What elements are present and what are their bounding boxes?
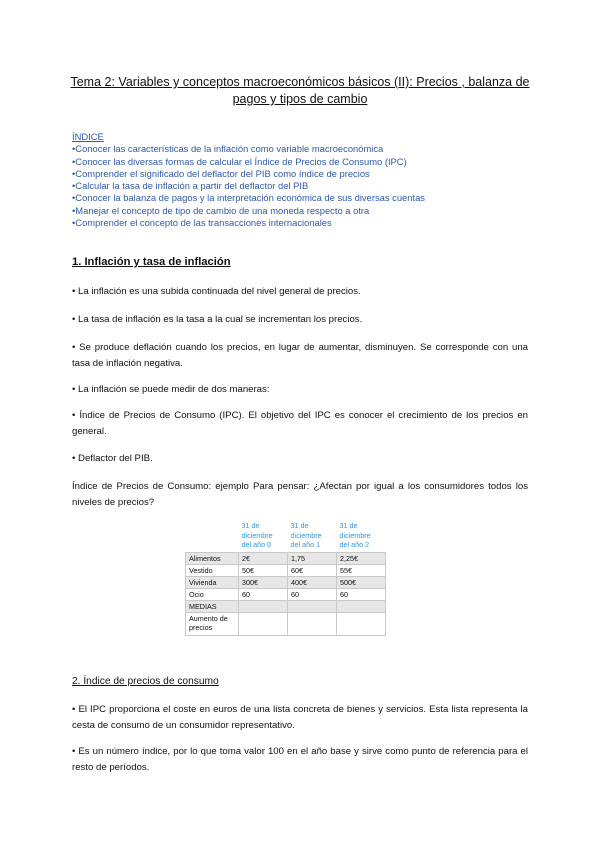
section-heading-ipc: 2. Índice de precios de consumo bbox=[72, 676, 219, 687]
table-cell: 2,25€ bbox=[337, 552, 386, 564]
table-cell: 60 bbox=[239, 588, 288, 600]
toc-item: • Comprender el significado del deflactor del PIB como índice de precios bbox=[72, 168, 425, 180]
paragraph: • Es un número índice, por lo que toma valor 100 en el año base y sirve como punto de referencia para el resto de períodos. bbox=[72, 746, 528, 773]
paragraph: • Índice de Precios de Consumo (IPC). El objetivo del IPC es conocer el crecimiento de los precios en general. bbox=[72, 410, 528, 437]
table-cell: Aumento de precios bbox=[186, 612, 239, 635]
paragraph: Índice de Precios de Consumo: ejemplo Para pensar: ¿Afectan por igual a los consumidores todos los niveles de precios? bbox=[72, 481, 528, 508]
table-cell: 300€ bbox=[239, 576, 288, 588]
table-cell: Vestido bbox=[186, 564, 239, 576]
table-cell: 1,75 bbox=[288, 552, 337, 564]
table-of-contents bbox=[72, 131, 425, 229]
table-cell bbox=[239, 612, 288, 635]
table-cell: 500€ bbox=[337, 576, 386, 588]
table-header-row bbox=[186, 521, 386, 552]
toc-item: • Calcular la tasa de inflación a partir del deflactor del PIB bbox=[72, 180, 425, 192]
toc-item: • Conocer las características de la inflación como variable macroeconómica bbox=[72, 143, 425, 155]
table-cell bbox=[337, 600, 386, 612]
paragraph: • La inflación es una subida continuada del nivel general de precios. bbox=[72, 286, 361, 297]
table-header-cell bbox=[186, 521, 239, 552]
table-cell: 60€ bbox=[288, 564, 337, 576]
table-cell: Ocio bbox=[186, 588, 239, 600]
prices-table bbox=[185, 521, 386, 636]
paragraph: • Deflactor del PIB. bbox=[72, 453, 153, 464]
toc-header: ÍNDICE bbox=[72, 131, 104, 142]
table-row bbox=[186, 600, 386, 612]
table-row bbox=[186, 564, 386, 576]
table-cell bbox=[288, 600, 337, 612]
table-row bbox=[186, 576, 386, 588]
table-row bbox=[186, 588, 386, 600]
table-cell: 400€ bbox=[288, 576, 337, 588]
table-cell: 60 bbox=[288, 588, 337, 600]
paragraph: • La inflación se puede medir de dos maneras: bbox=[72, 384, 270, 395]
table-cell bbox=[239, 600, 288, 612]
table-row bbox=[186, 612, 386, 635]
paragraph: • Se produce deflación cuando los precios, en lugar de aumentar, disminuyen. Se corresponde con una tasa de inflación negativa. bbox=[72, 342, 528, 369]
document-title: Tema 2: Variables y conceptos macroeconómicos básicos (II): Precios , balanza de pagos y tipos de cambio bbox=[70, 75, 530, 106]
table-cell: Vivienda bbox=[186, 576, 239, 588]
table-cell: 2€ bbox=[239, 552, 288, 564]
paragraph: • La tasa de inflación es la tasa a la cual se incrementan los precios. bbox=[72, 314, 363, 325]
table-header-cell: 31 de diciembre del año 0 bbox=[241, 521, 273, 549]
table-cell bbox=[337, 612, 386, 635]
table-header-cell: 31 de diciembre del año 2 bbox=[339, 521, 371, 549]
table-cell: 60 bbox=[337, 588, 386, 600]
paragraph: • El IPC proporciona el coste en euros de una lista concreta de bienes y servicios. Esta lista representa la cesta de consumo de un consumidor representativo. bbox=[72, 704, 528, 731]
table-cell: 50€ bbox=[239, 564, 288, 576]
table-row bbox=[186, 552, 386, 564]
section-heading-inflation: 1. Inflación y tasa de inflación bbox=[72, 256, 231, 268]
table-cell: MEDIAS bbox=[186, 600, 239, 612]
table-cell: Alimentos bbox=[186, 552, 239, 564]
toc-item: • Conocer la balanza de pagos y la interpretación económica de sus diversas cuentas bbox=[72, 192, 425, 204]
toc-item: • Manejar el concepto de tipo de cambio de una moneda respecto a otra bbox=[72, 205, 425, 217]
table-cell bbox=[288, 612, 337, 635]
toc-item: • Comprender el concepto de las transacciones internacionales bbox=[72, 217, 425, 229]
table-header-cell: 31 de diciembre del año 1 bbox=[290, 521, 322, 549]
table-cell: 55€ bbox=[337, 564, 386, 576]
toc-item: • Conocer las diversas formas de calcular el Índice de Precios de Consumo (IPC) bbox=[72, 156, 425, 168]
